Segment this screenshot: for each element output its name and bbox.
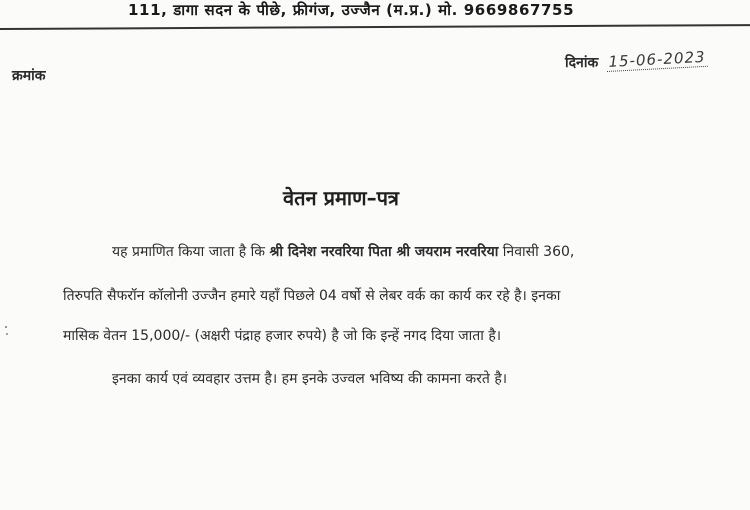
date-field: [565, 47, 708, 72]
body-line-3: मासिक वेतन 15,000/- (अक्षरी पंद्राह हजार रुपये) है जो कि इन्हें नगद दिया जाता है।: [63, 328, 502, 344]
handwritten-date: 15-06-2023: [606, 48, 708, 72]
letterhead-divider: [0, 24, 750, 30]
paper-speck: [5, 326, 7, 328]
employee-name: श्री दिनेश नरवरिया पिता श्री जयराम नरवरिया: [269, 244, 499, 260]
body-line-1-suffix: निवासी 360,: [498, 244, 575, 260]
letterhead-address: 111, डागा सदन के पीछे, फ्रीगंज, उज्जैन (म.प्र.) मो. 9669867755: [128, 1, 575, 19]
body-line-2: तिरुपति सैफरॉन कॉलोनी उज्जैन हमारे यहाँ पिछले 04 वर्षो से लेबर वर्क का कार्य कर रहे है। इनका: [63, 288, 561, 304]
date-label: दिनांक: [565, 55, 599, 71]
document-title: वेतन प्रमाण–पत्र: [283, 186, 399, 210]
reference-number-label: क्रमांक: [12, 68, 46, 84]
body-line-1-prefix: यह प्रमाणित किया जाता है कि: [112, 244, 270, 260]
body-line-1: [112, 242, 574, 261]
body-line-4: इनका कार्य एवं व्यवहार उत्तम है। हम इनके उज्वल भविष्य की कामना करते है।: [112, 371, 508, 387]
